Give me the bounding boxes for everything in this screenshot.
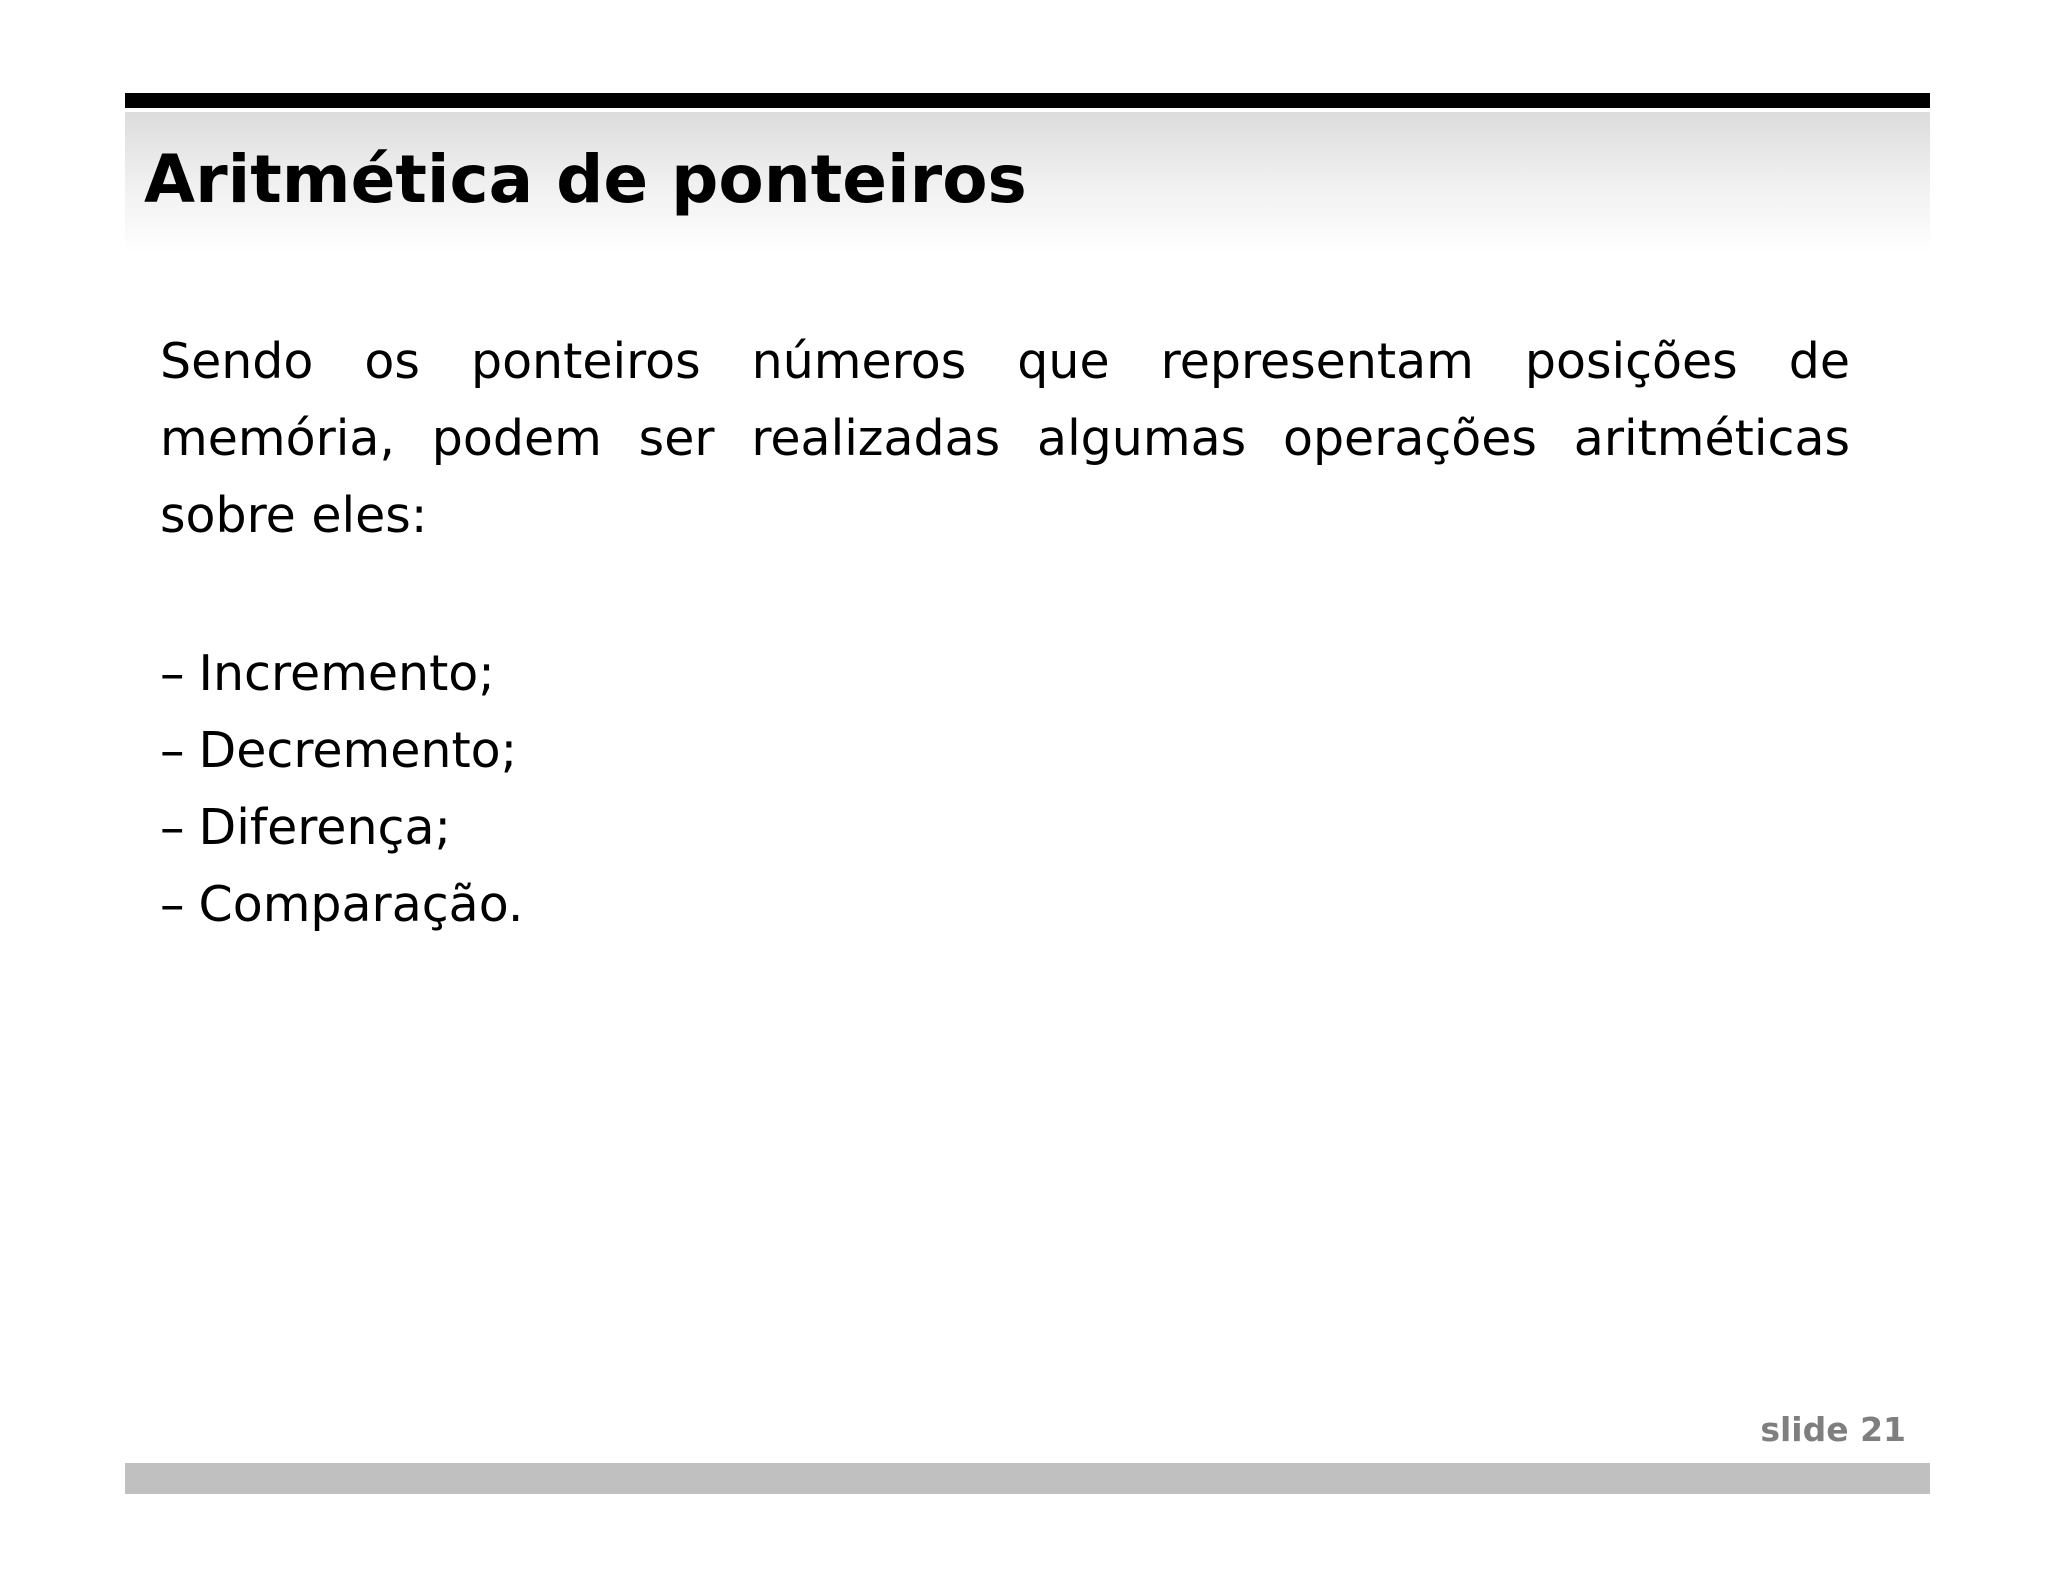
list-item-label: Comparação.: [198, 876, 524, 933]
list-dash: –: [160, 799, 185, 856]
slide-number: slide 21: [1760, 1410, 1906, 1449]
slide-paragraph: Sendo os ponteiros números que representam posições de memória, podem ser realizadas algumas operações aritméticas sobre eles:: [160, 333, 1850, 544]
operations-list: [160, 635, 523, 943]
list-item: [160, 712, 523, 789]
list-dash: –: [160, 645, 185, 702]
list-item-label: Incremento;: [198, 645, 495, 702]
slide-title: Aritmética de ponteiros: [144, 141, 1027, 218]
bottom-bar: [125, 1463, 1930, 1494]
top-rule: [125, 93, 1930, 108]
list-dash: –: [160, 876, 185, 933]
list-item-label: Decremento;: [198, 722, 518, 779]
list-dash: –: [160, 722, 185, 779]
list-item: [160, 789, 523, 866]
list-item-label: Diferença;: [198, 799, 451, 856]
list-item: [160, 866, 523, 943]
list-item: [160, 635, 523, 712]
